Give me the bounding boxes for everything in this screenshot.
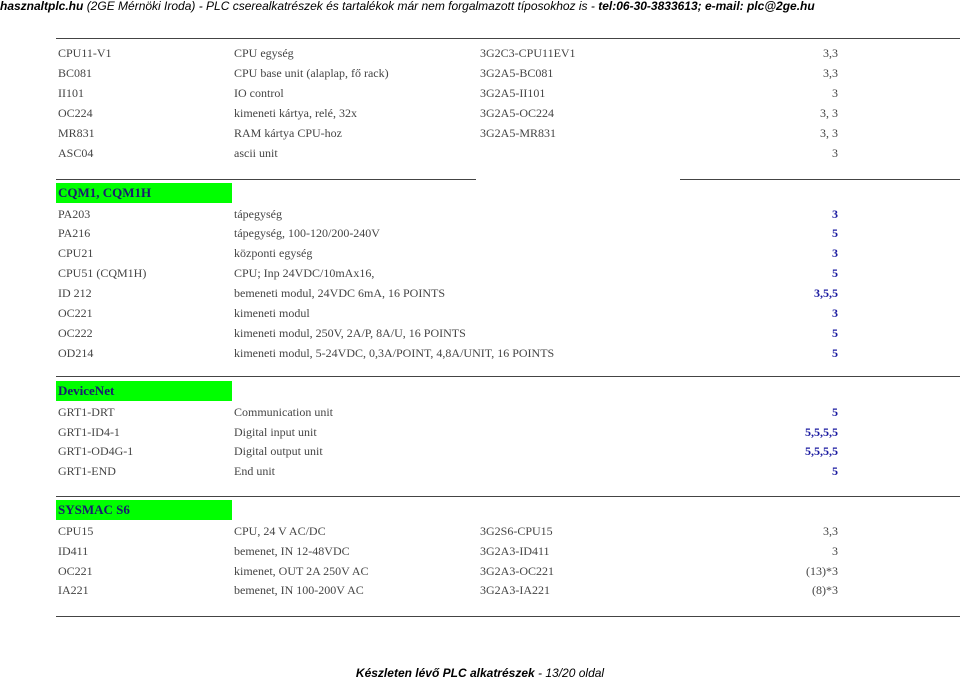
site-name: hasznaltplc.hu bbox=[0, 0, 84, 13]
part-description: kimenet, OUT 2A 250V AC bbox=[234, 564, 369, 578]
bottom-rule bbox=[56, 616, 960, 617]
table-row bbox=[0, 580, 960, 600]
page-number: - 13/20 oldal bbox=[538, 666, 605, 680]
table-row bbox=[0, 461, 960, 481]
part-quantity: (8)*3 bbox=[812, 583, 838, 597]
part-quantity: 3 bbox=[832, 246, 838, 260]
table-row bbox=[0, 283, 960, 303]
part-quantity: 3 bbox=[832, 306, 838, 320]
part-number: 3G2A3-OC221 bbox=[480, 564, 554, 578]
part-quantity: 5,5,5,5 bbox=[805, 444, 838, 458]
part-description: Digital output unit bbox=[234, 444, 323, 458]
section-title: DeviceNet bbox=[58, 383, 115, 398]
part-quantity: 3 bbox=[832, 544, 838, 558]
divider-right bbox=[680, 179, 960, 180]
section-divider bbox=[56, 496, 960, 497]
part-code: GRT1-OD4G-1 bbox=[58, 444, 134, 458]
part-description: Digital input unit bbox=[234, 425, 317, 439]
part-description: tápegység bbox=[234, 207, 282, 221]
part-quantity: 5 bbox=[832, 226, 838, 240]
table-row bbox=[0, 343, 960, 363]
table-row bbox=[0, 402, 960, 422]
part-number: 3G2A3-ID411 bbox=[480, 544, 550, 558]
part-description: Communication unit bbox=[234, 405, 333, 419]
table-row bbox=[0, 541, 960, 561]
part-code: II101 bbox=[58, 86, 84, 100]
part-code: OC221 bbox=[58, 306, 93, 320]
page-footer bbox=[0, 666, 960, 680]
part-description: kimeneti modul bbox=[234, 306, 310, 320]
part-quantity: 5 bbox=[832, 346, 838, 360]
table-row bbox=[0, 441, 960, 461]
part-number: 3G2A5-MR831 bbox=[480, 126, 557, 140]
section-divider bbox=[56, 376, 960, 377]
part-code: CPU51 (CQM1H) bbox=[58, 266, 147, 280]
part-code: CPU11-V1 bbox=[58, 46, 112, 60]
table-row bbox=[0, 83, 960, 103]
part-code: BC081 bbox=[58, 66, 93, 80]
part-description: CPU base unit (alaplap, fő rack) bbox=[234, 66, 389, 80]
part-code: ID 212 bbox=[58, 286, 92, 300]
table-row bbox=[0, 323, 960, 343]
header-text: (2GE Mérnöki Iroda) - PLC cserealkatrészek és tartalékok már nem forgalmazott típosokhoz is - bbox=[86, 0, 595, 13]
section-header-cqm1 bbox=[56, 183, 232, 203]
part-quantity: 5 bbox=[832, 326, 838, 340]
top-rule bbox=[56, 38, 960, 39]
part-code: OC222 bbox=[58, 326, 93, 340]
part-description: központi egység bbox=[234, 246, 313, 260]
part-description: tápegység, 100-120/200-240V bbox=[234, 226, 380, 240]
table-row bbox=[0, 204, 960, 224]
part-quantity: 3, 3 bbox=[820, 126, 838, 140]
part-description: bemeneti modul, 24VDC 6mA, 16 POINTS bbox=[234, 286, 445, 300]
part-code: OC221 bbox=[58, 564, 93, 578]
table-row bbox=[0, 303, 960, 323]
part-code: ID411 bbox=[58, 544, 89, 558]
part-code: ASC04 bbox=[58, 146, 94, 160]
part-quantity: 3,3 bbox=[823, 46, 838, 60]
part-description: bemenet, IN 12-48VDC bbox=[234, 544, 350, 558]
part-code: IA221 bbox=[58, 583, 89, 597]
part-code: GRT1-DRT bbox=[58, 405, 115, 419]
part-code: OC224 bbox=[58, 106, 93, 120]
part-description: CPU egység bbox=[234, 46, 294, 60]
table-row bbox=[0, 223, 960, 243]
header-contact: tel:06-30-3833613; e-mail: plc@2ge.hu bbox=[598, 0, 815, 13]
part-quantity: 3,5,5 bbox=[814, 286, 838, 300]
table-row bbox=[0, 63, 960, 83]
table-row bbox=[0, 422, 960, 442]
part-quantity: 3,3 bbox=[823, 524, 838, 538]
part-quantity: 3 bbox=[832, 146, 838, 160]
part-quantity: 3 bbox=[832, 86, 838, 100]
part-number: 3G2A5-II101 bbox=[480, 86, 546, 100]
footer-title: Készleten lévő PLC alkatrészek bbox=[355, 666, 535, 680]
part-description: RAM kártya CPU-hoz bbox=[234, 126, 342, 140]
part-code: GRT1-END bbox=[58, 464, 116, 478]
part-description: kimeneti kártya, relé, 32x bbox=[234, 106, 357, 120]
part-number: 3G2C3-CPU11EV1 bbox=[480, 46, 576, 60]
table-row bbox=[0, 143, 960, 163]
part-description: kimeneti modul, 5-24VDC, 0,3A/POINT, 4,8A/UNIT, 16 POINTS bbox=[234, 346, 555, 360]
part-quantity: 5,5,5,5 bbox=[805, 425, 838, 439]
table-row bbox=[0, 43, 960, 63]
part-code: CPU15 bbox=[58, 524, 94, 538]
part-quantity: 5 bbox=[832, 266, 838, 280]
part-quantity: 3 bbox=[832, 207, 838, 221]
table-row bbox=[0, 103, 960, 123]
part-number: 3G2A5-BC081 bbox=[480, 66, 554, 80]
page-header bbox=[0, 0, 960, 14]
part-quantity: 5 bbox=[832, 405, 838, 419]
part-description: ascii unit bbox=[234, 146, 278, 160]
part-description: kimeneti modul, 250V, 2A/P, 8A/U, 16 POINTS bbox=[234, 326, 466, 340]
part-number: 3G2A3-IA221 bbox=[480, 583, 550, 597]
section-title: CQM1, CQM1H bbox=[58, 185, 152, 200]
part-code: MR831 bbox=[58, 126, 95, 140]
part-quantity: (13)*3 bbox=[806, 564, 838, 578]
part-code: GRT1-ID4-1 bbox=[58, 425, 120, 439]
part-description: bemenet, IN 100-200V AC bbox=[234, 583, 364, 597]
part-code: PA203 bbox=[58, 207, 91, 221]
table-row bbox=[0, 263, 960, 283]
part-description: CPU, 24 V AC/DC bbox=[234, 524, 326, 538]
part-quantity: 3, 3 bbox=[820, 106, 838, 120]
section-header-sysmac bbox=[56, 500, 232, 520]
part-number: 3G2S6-CPU15 bbox=[480, 524, 553, 538]
part-description: IO control bbox=[234, 86, 284, 100]
section-header-devicenet bbox=[56, 381, 232, 401]
table-row bbox=[0, 521, 960, 541]
part-description: End unit bbox=[234, 464, 275, 478]
table-row bbox=[0, 243, 960, 263]
part-description: CPU; Inp 24VDC/10mAx16, bbox=[234, 266, 375, 280]
part-quantity: 5 bbox=[832, 464, 838, 478]
divider-left bbox=[56, 179, 476, 180]
part-code: CPU21 bbox=[58, 246, 94, 260]
part-quantity: 3,3 bbox=[823, 66, 838, 80]
table-row bbox=[0, 561, 960, 581]
section-title: SYSMAC S6 bbox=[58, 502, 130, 517]
part-number: 3G2A5-OC224 bbox=[480, 106, 554, 120]
part-code: PA216 bbox=[58, 226, 91, 240]
table-row bbox=[0, 123, 960, 143]
part-code: OD214 bbox=[58, 346, 94, 360]
